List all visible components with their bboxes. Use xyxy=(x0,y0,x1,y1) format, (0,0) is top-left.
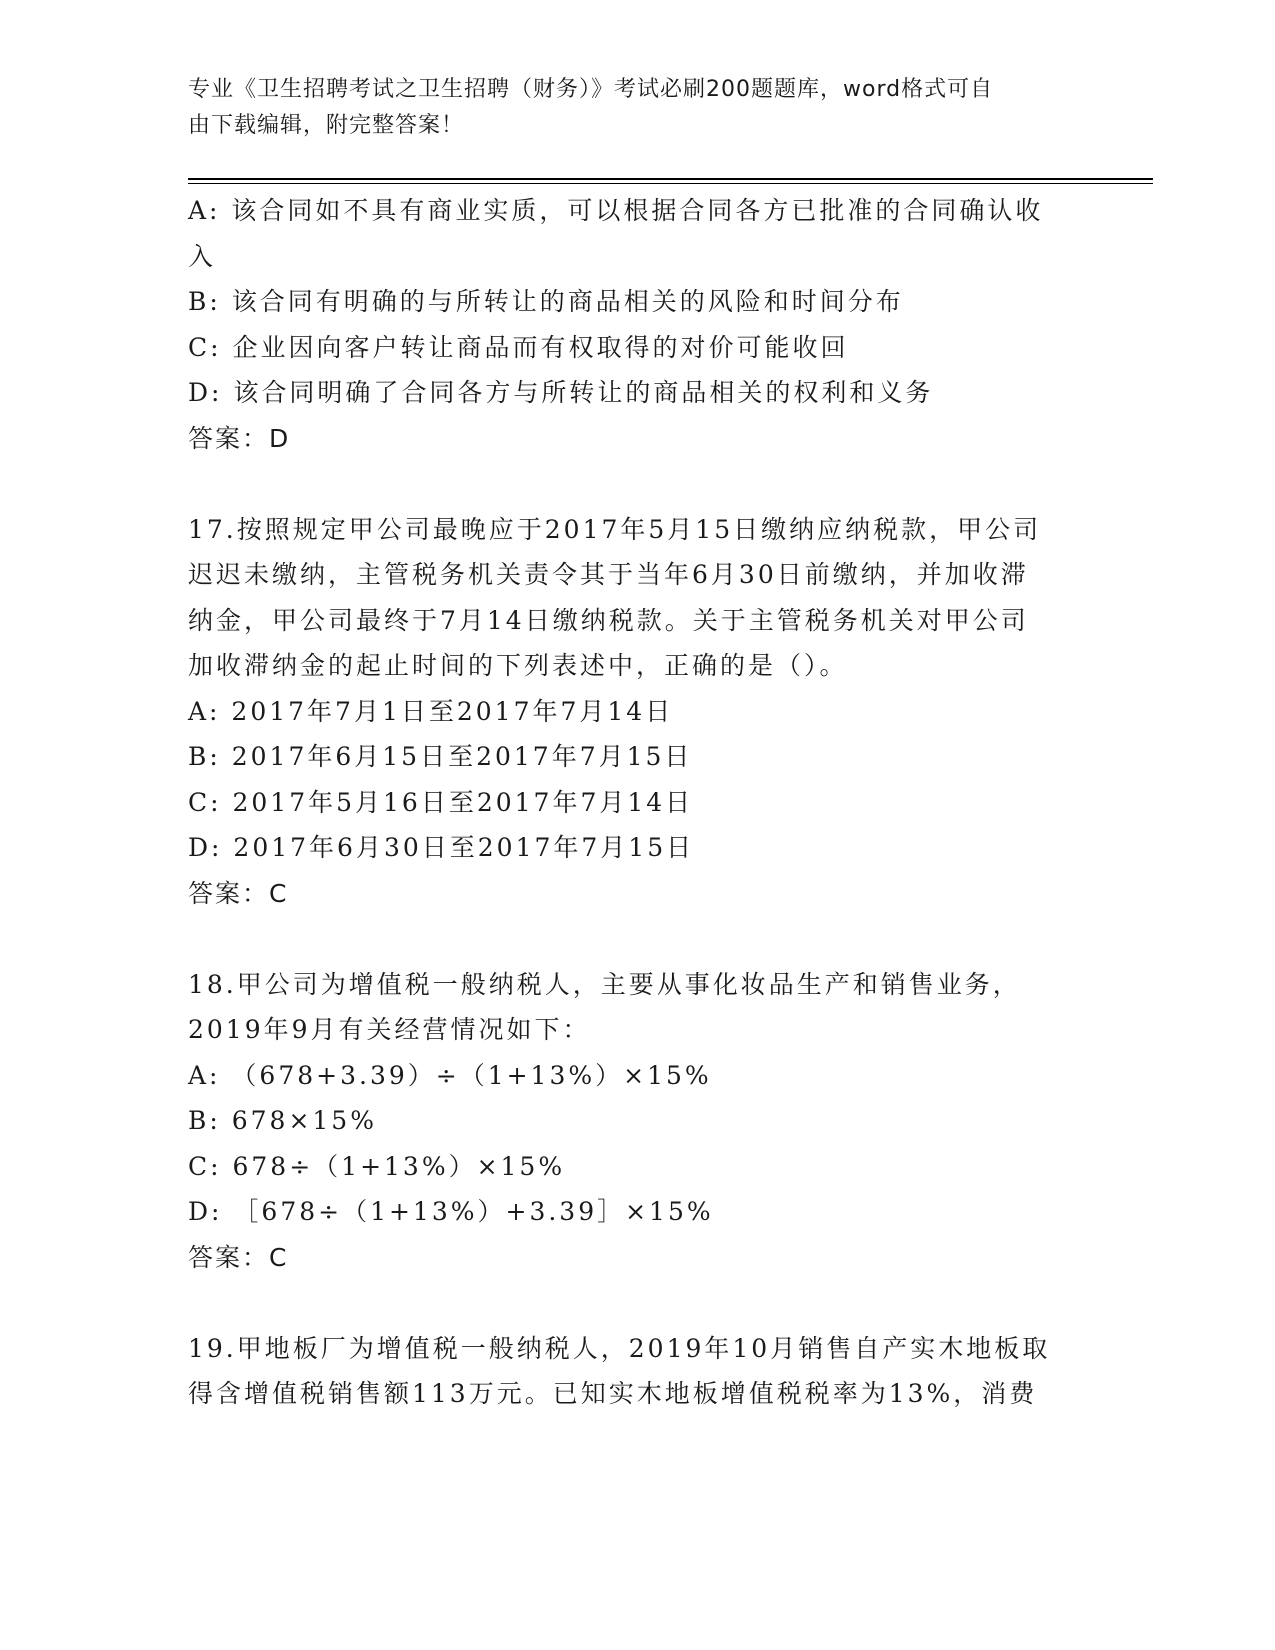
question-stem-line-4: 加收滞纳金的起止时间的下列表述中，正确的是（）。 xyxy=(188,651,848,680)
answer: 答案：D xyxy=(188,423,291,453)
option-d: D: 该合同明确了合同各方与所转让的商品相关的权利和义务 xyxy=(188,378,934,407)
option-d: D: 2017年6月30日至2017年7月15日 xyxy=(188,833,695,862)
option-a-line-2: 入 xyxy=(188,241,217,271)
question-stem-line-2: 得含增值税销售额113万元。已知实木地板增值税税率为13%，消费 xyxy=(188,1379,1038,1408)
spacer xyxy=(188,916,1078,962)
option-c: C: 企业因向客户转让商品而有权取得的对价可能收回 xyxy=(188,332,849,362)
option-a-line-1: A: 该合同如不具有商业实质，可以根据合同各方已批准的合同确认收 xyxy=(188,196,1044,225)
option-b: B: 该合同有明确的与所转让的商品相关的风险和时间分布 xyxy=(188,287,904,316)
document-header xyxy=(188,72,1068,144)
question-stem-line-3: 纳金，甲公司最终于7月14日缴纳税款。关于主管税务机关对甲公司 xyxy=(188,605,1029,635)
document-body xyxy=(188,188,1078,1417)
question-stem-line-1: 18.甲公司为增值税一般纳税人，主要从事化妆品生产和销售业务， xyxy=(188,969,1021,999)
header-divider-thin xyxy=(188,183,1153,184)
spacer xyxy=(188,461,1078,507)
option-c: C: 678÷（1+13%）×15% xyxy=(188,1151,566,1181)
answer: 答案：C xyxy=(188,1242,289,1272)
option-a: A: 2017年7月1日至2017年7月14日 xyxy=(188,696,674,726)
option-b: B: 2017年6月15日至2017年7月15日 xyxy=(188,742,693,771)
question-stem-line-1: 17.按照规定甲公司最晚应于2017年5月15日缴纳应纳税款，甲公司 xyxy=(188,514,1042,544)
question-16 xyxy=(188,188,1078,461)
option-c: C: 2017年5月16日至2017年7月14日 xyxy=(188,787,694,817)
option-b: B: 678×15% xyxy=(188,1106,377,1135)
question-17 xyxy=(188,507,1078,917)
option-a: A: （678+3.39）÷（1+13%）×15% xyxy=(188,1060,712,1090)
header-divider-thick xyxy=(188,178,1153,180)
question-stem-line-2: 迟迟未缴纳，主管税务机关责令其于当年6月30日前缴纳，并加收滞 xyxy=(188,560,1029,589)
option-d: D: ［678÷（1+13%）+3.39］×15% xyxy=(188,1197,714,1226)
header-line-2: 由下载编辑，附完整答案！ xyxy=(188,113,465,138)
question-19 xyxy=(188,1326,1078,1417)
header-line-1: 专业《卫生招聘考试之卫生招聘（财务）》考试必刷200题题库，word格式可自 xyxy=(188,77,994,102)
question-stem-line-2: 2019年9月有关经营情况如下： xyxy=(188,1015,591,1044)
question-18 xyxy=(188,962,1078,1281)
answer: 答案：C xyxy=(188,878,289,908)
question-stem-line-1: 19.甲地板厂为增值税一般纳税人，2019年10月销售自产实木地板取 xyxy=(188,1333,1051,1363)
spacer xyxy=(188,1280,1078,1326)
